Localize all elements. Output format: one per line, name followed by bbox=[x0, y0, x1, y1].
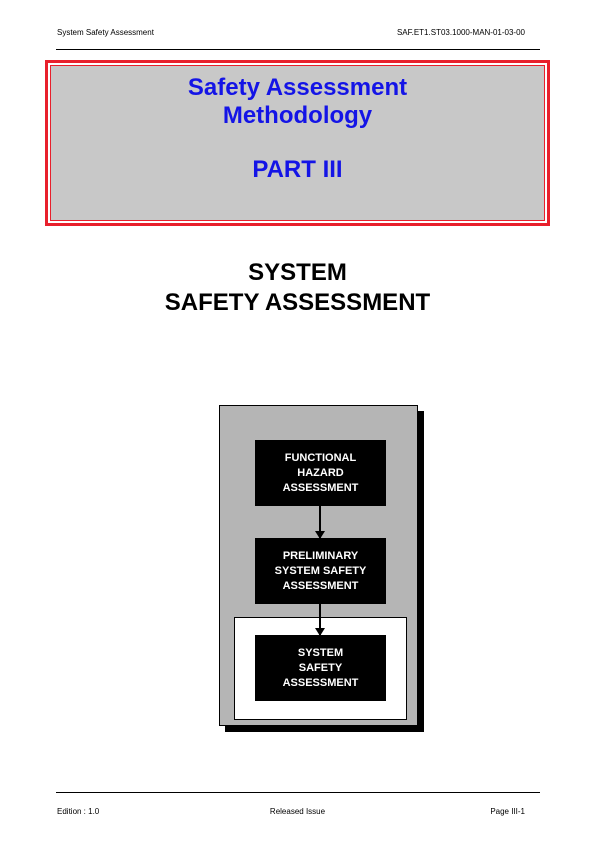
banner-part-number: PART III bbox=[252, 156, 343, 183]
part-banner bbox=[45, 60, 550, 226]
part-banner-panel bbox=[50, 65, 545, 221]
footer-status: Released Issue bbox=[269, 807, 326, 816]
flow-step-label: PRELIMINARY SYSTEM SAFETY ASSESSMENT bbox=[274, 549, 367, 592]
flow-arrow-down bbox=[319, 604, 321, 635]
banner-title-line1: Safety Assessment bbox=[187, 74, 408, 101]
running-header-doc-ref: SAF.ET1.ST03.1000-MAN-01-03-00 bbox=[396, 28, 525, 37]
flow-step-fha bbox=[255, 440, 386, 506]
document-title bbox=[0, 258, 595, 318]
flow-step-pssa bbox=[255, 538, 386, 604]
footer-edition: Edition : 1.0 bbox=[57, 807, 100, 816]
document-title-line2: SAFETY ASSESSMENT bbox=[164, 289, 431, 316]
header-rule bbox=[56, 49, 540, 50]
flow-step-label: FUNCTIONAL HAZARD ASSESSMENT bbox=[282, 451, 359, 494]
footer-page-number: Page III-1 bbox=[490, 807, 525, 816]
flow-arrow-down bbox=[319, 506, 321, 538]
footer-rule bbox=[56, 792, 540, 793]
document-title-line1: SYSTEM bbox=[248, 259, 347, 286]
banner-title-line2: Methodology bbox=[222, 102, 373, 129]
flow-step-label: SYSTEM SAFETY ASSESSMENT bbox=[282, 646, 359, 689]
running-header-title: System Safety Assessment bbox=[57, 28, 154, 37]
banner-title bbox=[51, 66, 544, 130]
flow-step-ssa bbox=[255, 635, 386, 701]
